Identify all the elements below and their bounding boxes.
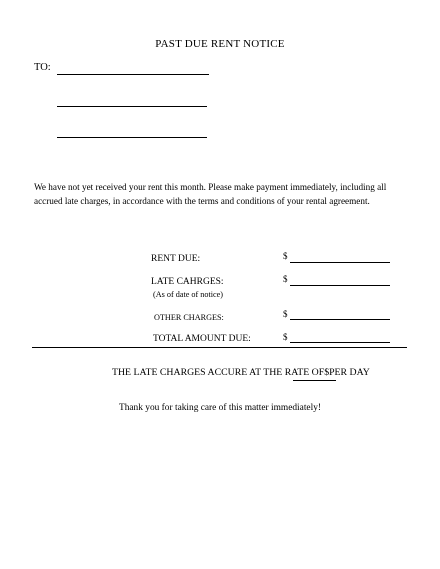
rate-blank-line [293, 380, 336, 381]
rent-due-currency: $ [283, 251, 288, 261]
late-accrual-prefix: THE LATE CHARGES ACCURE AT THE [112, 367, 283, 378]
late-charges-line [290, 285, 390, 286]
total-due-label: TOTAL AMOUNT DUE: [153, 334, 251, 344]
late-charges-currency: $ [283, 274, 288, 284]
other-charges-label: OTHER CHARGES: [154, 313, 224, 322]
recipient-line-3 [57, 137, 207, 138]
rent-due-label: RENT DUE: [151, 254, 201, 264]
late-charges-note: (As of date of notice) [153, 290, 224, 299]
late-accrual-statement [112, 367, 370, 378]
page-title: PAST DUE RENT NOTICE [155, 38, 285, 50]
notice-body: We have not yet received your rent this month. Please make payment immediately, including all accrued late charges, in accordance with the terms and conditions of your rental agreement. [34, 182, 387, 206]
thank-you-message: Thank you for taking care of this matter immediately! [118, 403, 322, 413]
to-label: TO: [34, 62, 51, 73]
late-accrual-suffix: $PER DAY [324, 367, 370, 378]
late-charges-label: LATE CAHRGES: [151, 277, 224, 287]
total-due-line [290, 342, 390, 343]
total-separator-rule [32, 347, 407, 348]
other-charges-currency: $ [283, 309, 288, 319]
recipient-line-1 [57, 74, 209, 75]
recipient-line-2 [57, 106, 207, 107]
total-due-currency: $ [283, 332, 288, 342]
rent-due-line [290, 262, 390, 263]
other-charges-line [290, 319, 390, 320]
late-accrual-rate: RATE OF [284, 367, 325, 378]
